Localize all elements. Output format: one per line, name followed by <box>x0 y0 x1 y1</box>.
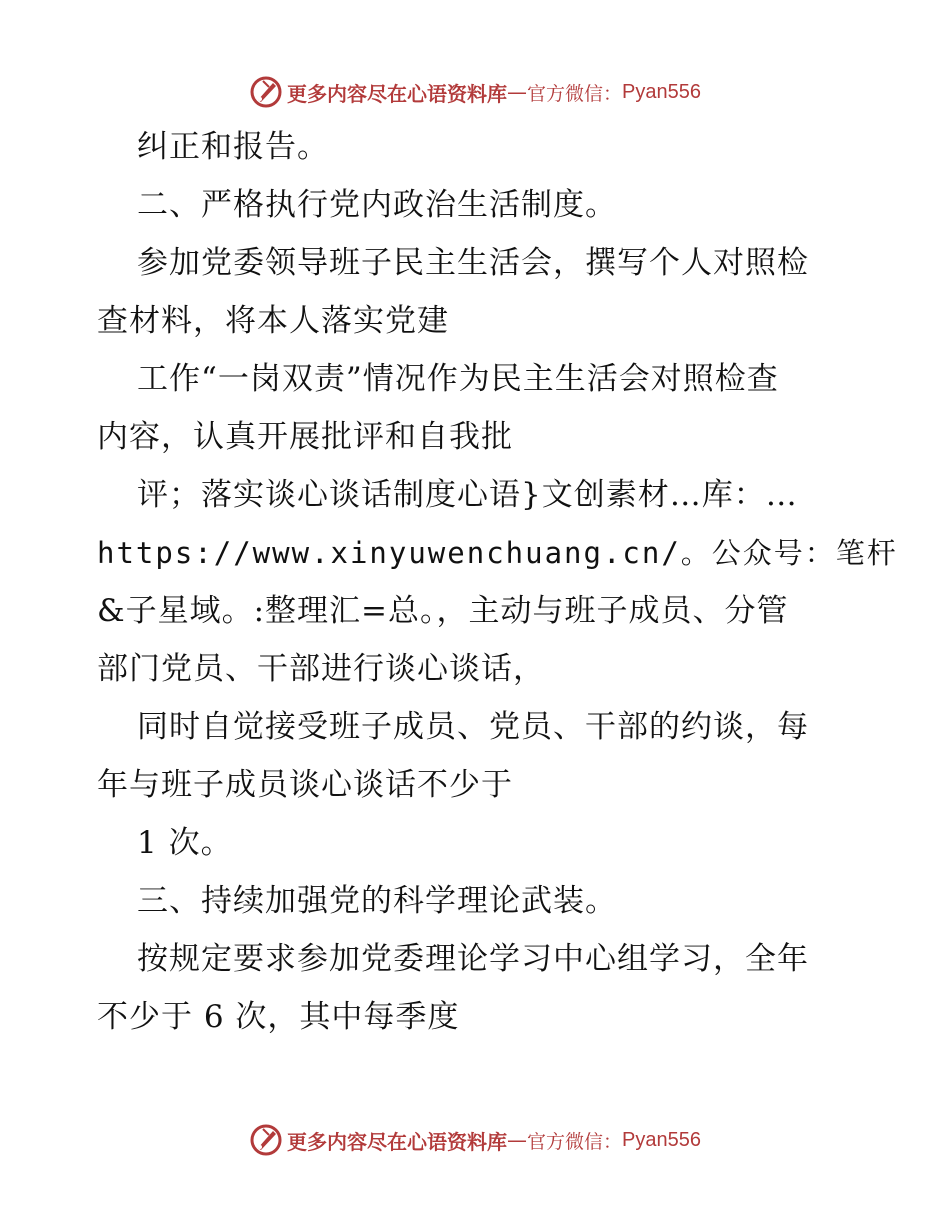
footer-brand-text: 更多内容尽在心语资料库 <box>287 1129 507 1154</box>
body-line: 1 次。 <box>137 825 233 861</box>
body-line: 查材料，将本人落实党建 <box>97 303 449 339</box>
body-line: 部门党员、干部进行谈心谈话， <box>97 651 545 687</box>
header-wechat-id: Pyan556 <box>622 80 701 103</box>
url-text: https://www.xinyuwenchuang.cn/。公众号：笔杆 <box>97 536 898 570</box>
footer-wechat-label: 官方微信： <box>527 1130 623 1153</box>
header-separator: — <box>507 80 527 104</box>
body-line: 工作“一岗双责”情况作为民主生活会对照检查 <box>137 361 779 397</box>
section-heading-2: 二、严格执行党内政治生活制度。 <box>137 187 617 223</box>
footer-separator: — <box>507 1128 527 1152</box>
quill-pen-logo-icon <box>249 1123 283 1157</box>
body-line: 年与班子成员谈心谈话不少于 <box>97 767 513 803</box>
body-line: 同时自觉接受班子成员、党员、干部的约谈，每 <box>137 709 809 745</box>
header-banner <box>0 72 950 112</box>
document-body <box>97 118 898 1046</box>
quill-pen-logo-icon <box>249 75 283 109</box>
section-heading-3: 三、持续加强党的科学理论武装。 <box>137 883 617 919</box>
footer-banner <box>0 1120 950 1160</box>
body-line: 评；落实谈心谈话制度心语}文创素材…库：… <box>137 477 798 513</box>
body-line: 不少于 6 次，其中每季度 <box>97 999 460 1035</box>
header-wechat-label: 官方微信： <box>527 82 623 105</box>
footer-wechat-id: Pyan556 <box>622 1128 701 1151</box>
header-brand-text: 更多内容尽在心语资料库 <box>287 81 507 106</box>
body-line: 参加党委领导班子民主生活会，撰写个人对照检 <box>137 245 809 281</box>
body-line: 按规定要求参加党委理论学习中心组学习，全年 <box>137 941 809 977</box>
body-line: 内容，认真开展批评和自我批 <box>97 419 513 455</box>
body-line: &子星域。:整理汇=总。，主动与班子成员、分管 <box>97 593 789 629</box>
body-line: 纠正和报告。 <box>137 129 329 165</box>
body-line-url <box>97 524 898 582</box>
